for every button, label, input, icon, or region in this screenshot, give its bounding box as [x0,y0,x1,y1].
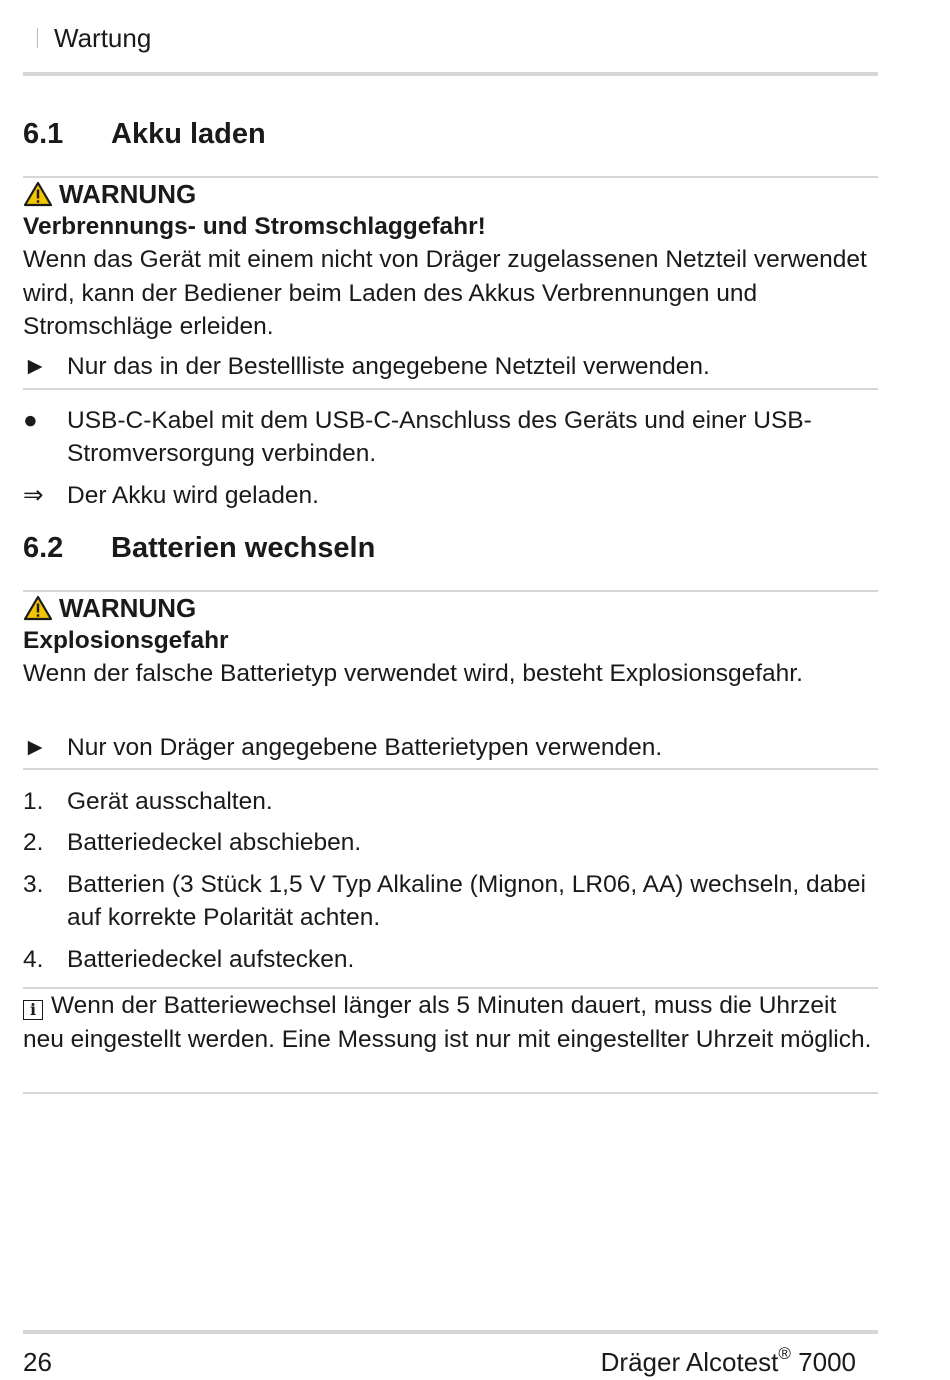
result-text: Der Akku wird geladen. [67,482,319,509]
header-rule [23,72,878,76]
action-arrow: ► [23,734,48,761]
warning-text: Wenn der falsche Batterietyp verwendet wird, besteht Explosionsgefahr. [23,660,803,687]
warning-hazard: Verbrennungs- und Stromschlaggefahr! [23,213,486,240]
result-arrow: ⇒ [23,482,44,509]
footer-rule [23,1330,878,1334]
step-number: 4. [23,946,44,973]
step-text: Batteriedeckel aufstecken. [67,946,355,973]
warning-triangle-icon [23,595,53,621]
step-text: Batterien (3 Stück 1,5 V Typ Alkaline (Mignon, LR06, AA) wechseln, dabei auf korrekte Polarität achten. [67,871,866,931]
action-arrow: ► [23,353,48,380]
step-text: Gerät ausschalten. [67,788,273,815]
section-heading-6-1 [23,116,266,152]
section-number: 6.2 [23,532,64,564]
info-note-text: Wenn der Batteriewechsel länger als 5 Minuten dauert, muss die Uhrzeit neu eingestellt werden. Eine Messung ist nur mit eingestellter Uhrzeit möglich. [23,992,872,1053]
product-name [601,1346,856,1378]
warning-hazard: Explosionsgefahr [23,627,229,654]
step-number: 1. [23,788,44,815]
step-item [23,943,878,976]
section-title: Akku laden [111,118,266,150]
warning-heading [23,178,196,210]
step-item [23,868,878,934]
warning-label: WARNUNG [59,593,197,623]
header-section-label: Wartung [54,23,152,53]
warning-text: Wenn das Gerät mit einem nicht von Dräger zugelassenen Netzteil verwendet wird, kann der Bediener beim Laden des Akkus Verbrennungen und Stromschläge erleiden. [23,246,867,340]
bullet-item [23,404,878,470]
bullet-text: USB-C-Kabel mit dem USB-C-Anschluss des Geräts und einer USB-Stromversorgung verbinden. [67,407,812,467]
warning-bottom-rule [23,768,878,770]
product-model: 7000 [798,1347,856,1377]
step-number: 3. [23,871,44,898]
warning-label: WARNUNG [59,179,197,209]
section-title: Batterien wechseln [111,532,376,564]
product-brand: Dräger Alcotest [600,1347,779,1377]
section-number: 6.1 [23,118,64,150]
step-item [23,826,878,859]
bullet-marker: ● [23,407,38,434]
step-item [23,785,878,818]
section-heading-6-2 [23,530,375,566]
info-icon: i [23,1000,43,1020]
page-number: 26 [23,1347,52,1377]
running-header [23,22,151,54]
note-bottom-rule [23,1092,878,1094]
header-divider [37,28,38,48]
result-item [23,479,878,512]
warning-action-text: Nur das in der Bestellliste angegebene Netzteil verwenden. [67,353,710,380]
warning-action-text: Nur von Dräger angegebene Batterietypen verwenden. [67,734,663,761]
registered-mark: ® [778,1344,791,1363]
warning-triangle-icon [23,181,53,207]
step-text: Batteriedeckel abschieben. [67,829,362,856]
warning-action [23,350,878,383]
step-number: 2. [23,829,44,856]
warning-bottom-rule [23,388,878,390]
warning-heading [23,592,196,624]
warning-action [23,731,878,764]
info-note [23,989,878,1056]
